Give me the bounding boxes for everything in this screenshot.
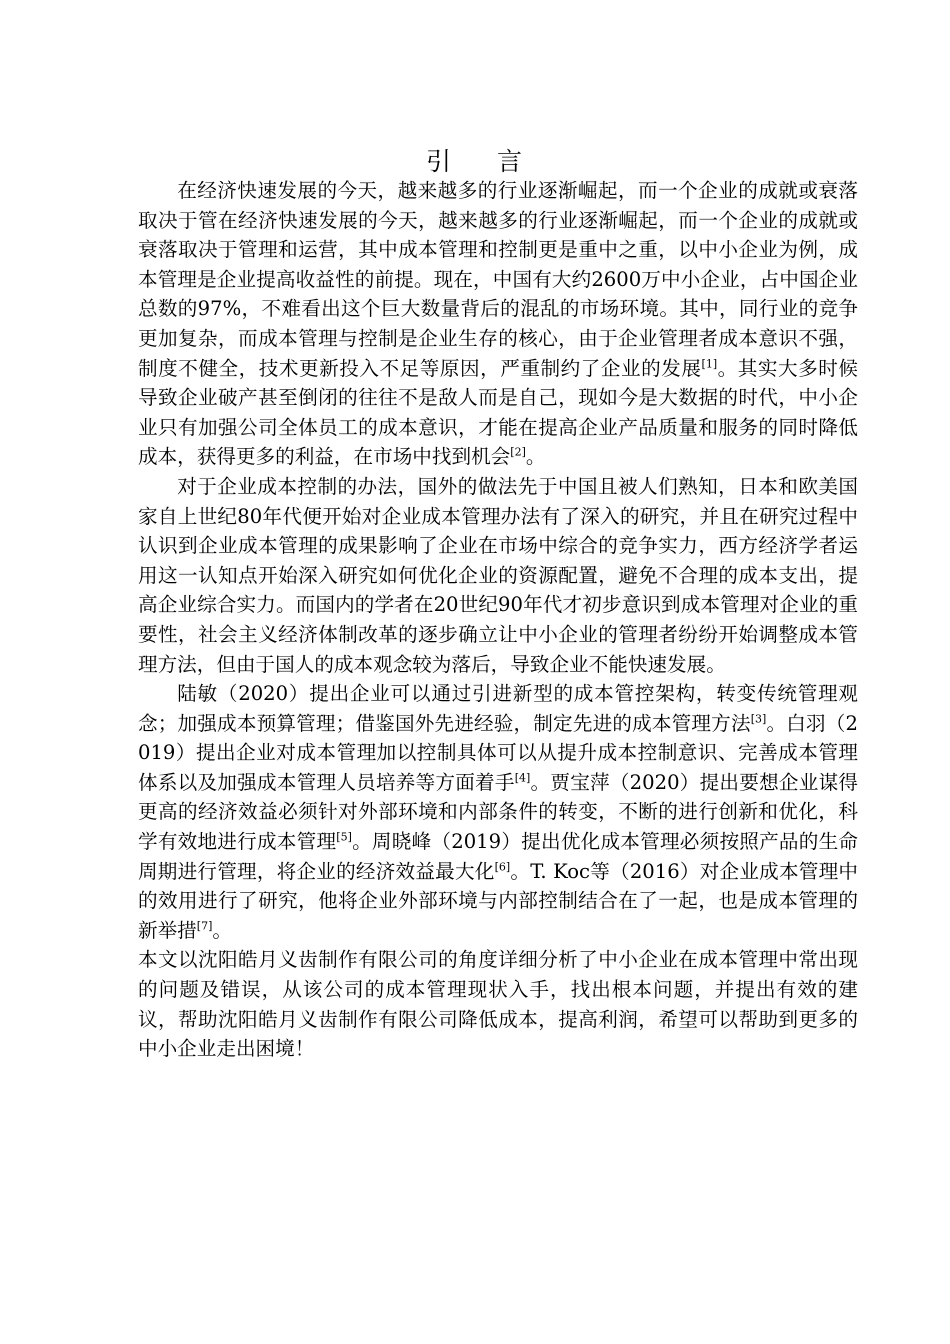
paragraph (138, 176, 858, 472)
paragraph (138, 472, 858, 679)
paragraph-text: 。T. Koc等（2016）对企业成本管理中的效用进行了研究，他将企业外部环境与内部控制结合在了一起，也是成本管理的新举措 (138, 859, 859, 942)
paragraph (138, 679, 858, 945)
citation-reference: [2] (510, 445, 526, 459)
paragraph-text: 对于企业成本控制的办法，国外的做法先于中国且被人们熟知，日本和欧美国家自上世纪80年代便开始对企业成本管理办法有了深入的研究，并且在研究过程中认识到企业成本管理的成果影响了企业在市场中综合的竞争实力，西方经济学者运用这一认知点开始深入研究如何优化企业的资源配置，避免不合理的成本支出，提高企业综合实力。而国内的学者在20世纪90年代才初步意识到成本管理对企业的重要性，社会主义经济体制改革的逐步确立让中小企业的管理者纷纷开始调整成本管理方法，但由于国人的成本观念较为落后，导致企业不能快速发展。 (138, 474, 858, 676)
paragraph-text: 。 (212, 918, 232, 942)
paragraph (138, 945, 858, 1063)
paragraph-text: 本文以沈阳皓月义齿制作有限公司的角度详细分析了中小企业在成本管理中常出现的问题及错误，从该公司的成本管理现状入手，找出根本问题，并提出有效的建议，帮助沈阳皓月义齿制作有限公司降低成本，提高利润，希望可以帮助到更多的中小企业走出困境！ (138, 948, 858, 1061)
section-title (0, 146, 950, 178)
section-title-second-char: 言 (497, 147, 525, 176)
paragraph-text: 。 (525, 445, 546, 469)
body-text (138, 176, 858, 1064)
paragraph-text: 在经济快速发展的今天，越来越多的行业逐渐崛起，而一个企业的成就或衰落取决于管在经济快速发展的今天，越来越多的行业逐渐崛起，而一个企业的成就或衰落取决于管理和运营，其中成本管理和控制更是重中之重，以中小企业为例，成本管理是企业提高收益性的前提。现在，中国有大约2600万中小企业，占中国企业总数的97%，不难看出这个巨大数量背后的混乱的市场环境。其中，同行业的竞争更加复杂，而成本管理与控制是企业生存的核心，由于企业管理者成本意识不强，制度不健全，技术更新投入不足等原因，严重制约了企业的发展 (138, 179, 858, 380)
paragraph-text: 。其实大多时候导致企业破产甚至倒闭的往往不是敌人而是自己，现如今是大数据的时代，中小企业只有加强公司全体员工的成本意识，才能在提高企业产品质量和服务的同时降低成本，获得更多的利益，在市场中找到机会 (138, 356, 859, 469)
citation-reference: [6] (494, 860, 511, 874)
paragraph-text: 。贾宝萍（2020）提出要想企业谋得更高的经济效益必须针对外部环境和内部条件的转变，不断的进行创新和优化，科学有效地进行成本管理 (138, 770, 858, 854)
paragraph-text: 。白羽（2019）提出企业对成本管理加以控制具体可以从提升成本控制意识、完善成本管理体系以及加强成本管理人员培养等方面着手 (138, 711, 859, 794)
citation-reference: [7] (196, 919, 213, 933)
citation-reference: [1] (701, 357, 718, 371)
citation-reference: [4] (514, 771, 531, 785)
section-title-first-char: 引 (425, 147, 453, 176)
paragraph-text: 。周晓峰（2019）提出优化成本管理必须按照产品的生命周期进行管理，将企业的经济效益最大化 (138, 830, 858, 883)
citation-reference: [3] (750, 712, 767, 726)
citation-reference: [5] (336, 830, 352, 844)
paragraph-text: 陆敏（2020）提出企业可以通过引进新型的成本管控架构，转变传统管理观念；加强成本预算管理；借鉴国外先进经验，制定先进的成本管理方法 (138, 682, 858, 735)
